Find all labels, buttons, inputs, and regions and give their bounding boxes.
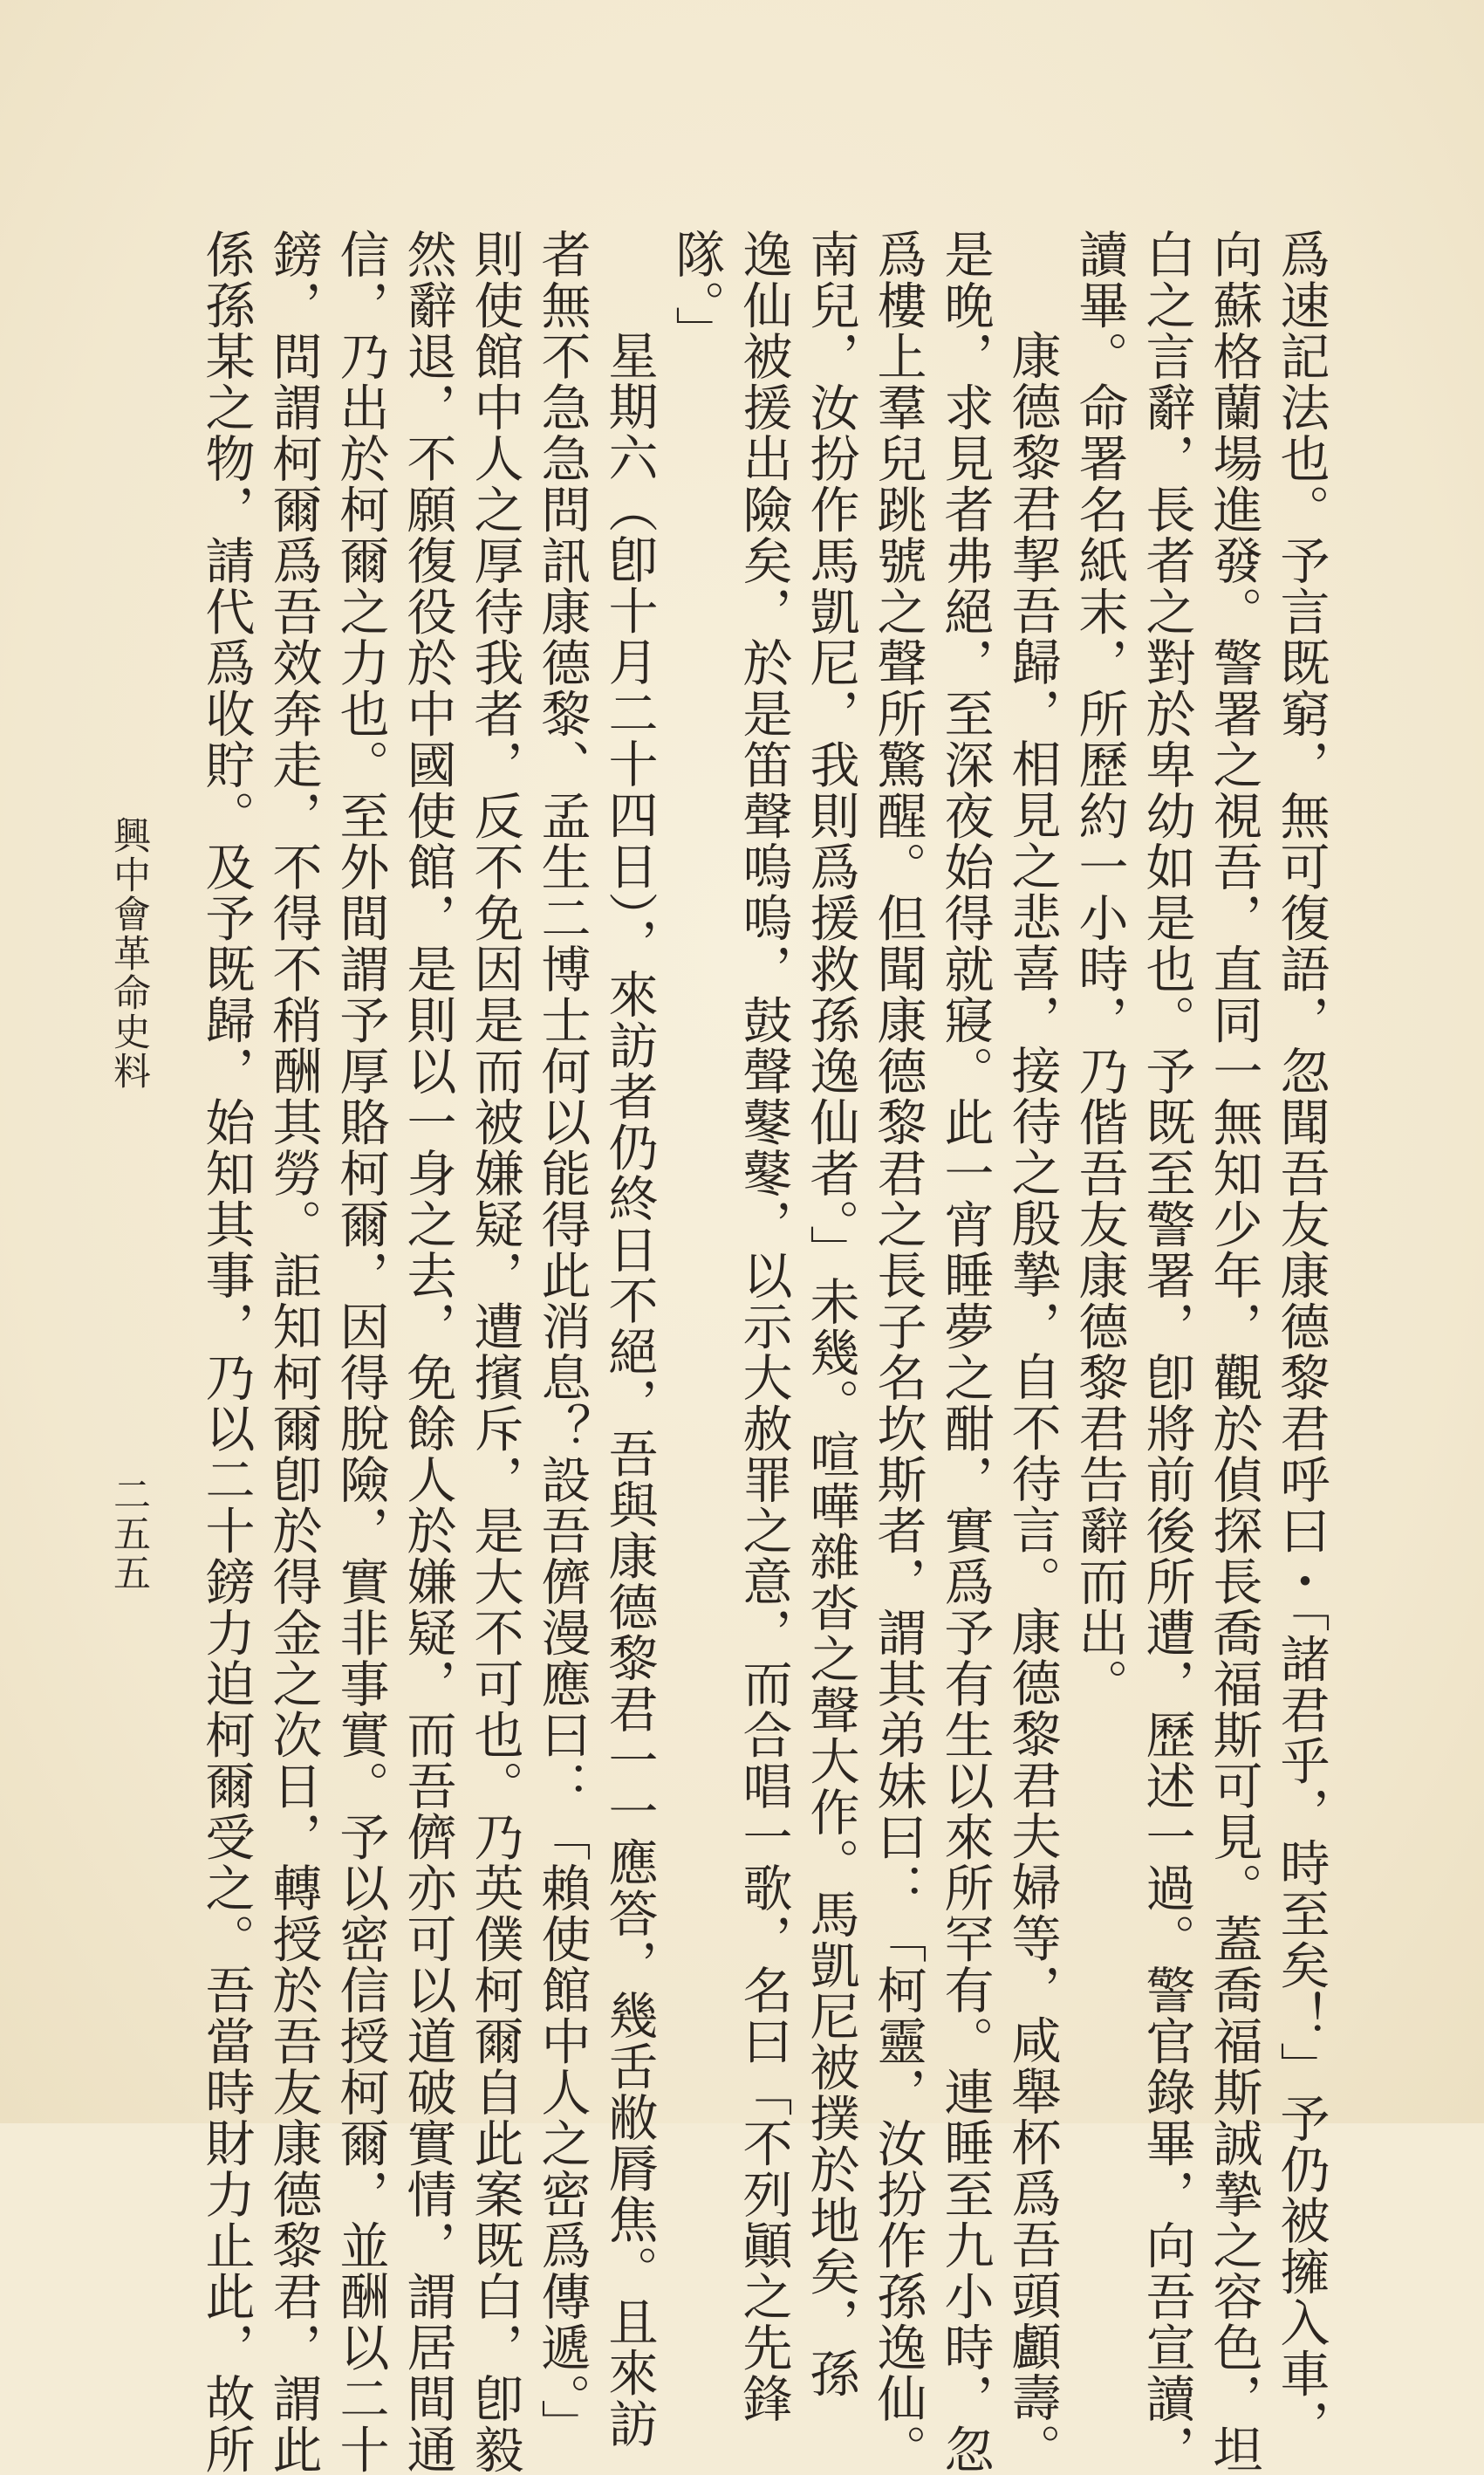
text-column: 爲樓上羣兒跳號之聲所驚醒。但聞康德黎君之長子名坎斯者，謂其弟妹曰：「柯靈，汝扮作孫逸仙。 bbox=[869, 229, 927, 2475]
text-column: 係孫某之物，請代爲收貯。及予既歸，始知其事，乃以二十鎊力迫柯爾受之。吾當時財力止此，故所 bbox=[197, 229, 255, 2475]
text-column: 逸仙被援出險矣，於是笛聲嗚嗚，鼓聲鼕鼕，以示大赦罪之意，而合唱一歌，名曰「不列顚之先鋒 bbox=[735, 229, 792, 2424]
text-column: 向蘇格蘭場進發。警署之視吾，直同一無知少年，觀於偵探長喬福斯可見。蓋喬福斯誠摯之容色，坦 bbox=[1205, 229, 1262, 2475]
text-column: 者無不急急問訊康德黎、孟生二博士何以能得此消息？設吾儕漫應曰：「賴使館中人之密爲傳遞。」 bbox=[533, 229, 591, 2451]
text-column: 信，乃出於柯爾之力也。至外間謂予厚賂柯爾，因得脫險，實非事實。予以密信授柯爾，並酬以二十 bbox=[332, 229, 389, 2475]
text-column: 南兒，汝扮作馬凱尼，我則爲援救孫逸仙者。」未幾。喧嘩雜沓之聲大作。馬凱尼被撲於地矣，孫 bbox=[802, 229, 859, 2399]
text-column: 則使館中人之厚待我者，反不免因是而被嫌疑，遭擯斥，是大不可也。乃英僕柯爾自此案既白，卽毅 bbox=[466, 229, 523, 2475]
text-column: 康德黎君挈吾歸，相見之悲喜，接待之殷摯，自不待言。康德黎君夫婦等，咸舉杯爲吾頭顱壽。 bbox=[1003, 330, 1061, 2474]
text-column: 是晚，求見者弗絕，至深夜始得就寢。此一宵睡夢之酣，實爲予有生以來所罕有。連睡至九小時，忽 bbox=[936, 229, 994, 2475]
text-column: 讀畢。命署名紙末，所歷約一小時，乃偕吾友康德黎君告辭而出。 bbox=[1070, 229, 1128, 1710]
text-column: 星期六（卽十月二十四日），來訪者仍終日不絕，吾與康德黎君一一應答，幾舌敝脣焦。且來訪 bbox=[600, 330, 658, 2450]
text-column: 爲速記法也。予言既窮，無可復語，忽聞吾友康德黎君呼曰・「諸君乎，時至矣！」予仍被擁入車， bbox=[1272, 229, 1330, 2451]
text-column: 隊。」 bbox=[667, 229, 725, 357]
text-column: 鎊，問謂柯爾爲吾效奔走，不得不稍酬其勞。詎知柯爾卽於得金之次日，轉授於吾友康德黎君，謂此 bbox=[264, 229, 322, 2475]
text-column: 白之言辭，長者之對於卑幼如是也。予既至警署，卽將前後所遭，歷述一過。警官錄畢，向吾宣讀， bbox=[1138, 229, 1195, 2475]
text-column: 然辭退，不願復役於中國使館，是則以一身之去，免餘人於嫌疑，而吾儕亦可以道破實情，謂居間通 bbox=[399, 229, 456, 2475]
book-title: 興中會革命史料 bbox=[107, 816, 151, 1091]
page-number: 二五五 bbox=[107, 1475, 151, 1593]
body-text bbox=[192, 229, 1334, 2475]
